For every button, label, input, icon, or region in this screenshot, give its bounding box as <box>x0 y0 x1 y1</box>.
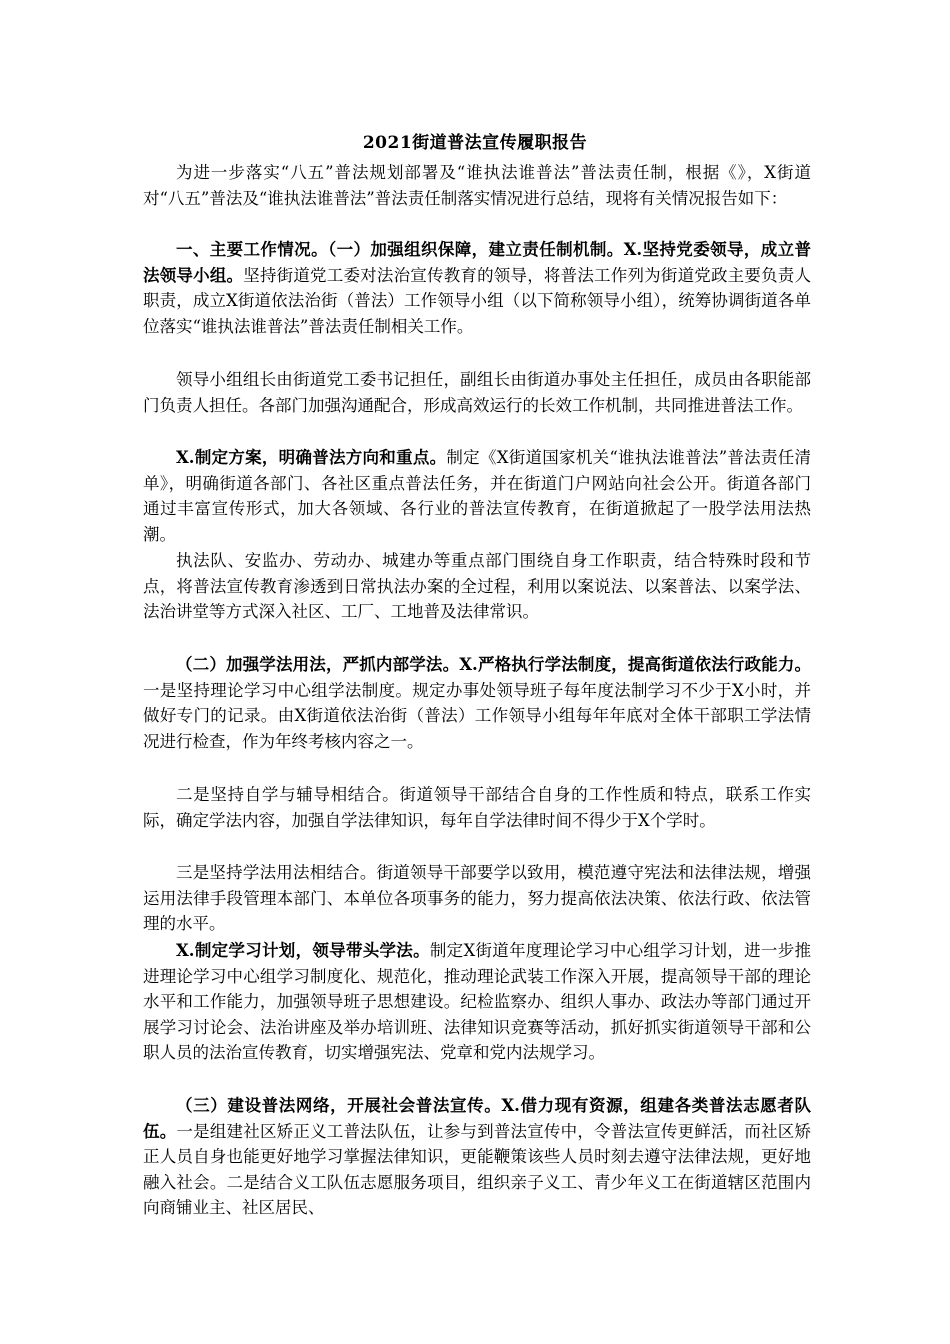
paragraph-body: 领导小组组长由街道党工委书记担任，副组长由街道办事处主任担任，成员由各职能部门负责人担任。各部门加强沟通配合，形成高效运行的长效工作机制，共同推进普法工作。 <box>143 370 811 415</box>
paragraph-section-3 <box>143 1093 811 1221</box>
paragraph-section-1 <box>143 237 811 339</box>
paragraph <box>143 938 811 1066</box>
paragraph-body: 制定X街道年度理论学习中心组学习计划，进一步推进理论学习中心组学习制度化、规范化，推动理论武装工作深入开展，提高领导干部的理论水平和工作能力，加强领导班子思想建设。纪检监察办、组织人事办、政法办等部门通过开展学习讨论会、法治讲座及举办培训班、法律知识竞赛等活动，抓好抓实街道领导干部和公职人员的法治宣传教育，切实增强宪法、党章和党内法规学习。 <box>143 941 812 1062</box>
paragraph-body: 执法队、安监办、劳动办、城建办等重点部门围绕自身工作职责，结合特殊时段和节点，将普法宣传教育渗透到日常执法办案的全过程，利用以案说法、以案普法、以案学法、法治讲堂等方式深入社区、工厂、工地普及法律常识。 <box>143 551 811 621</box>
paragraph-body: 坚持街道党工委对法治宣传教育的领导，将普法工作列为街道党政主要负责人职责，成立X街道依法治街（普法）工作领导小组（以下简称领导小组），统筹协调街道各单位落实“谁执法谁普法”普法责任制相关工作。 <box>143 265 812 336</box>
paragraph-body: 二是坚持自学与辅导相结合。街道领导干部结合自身的工作性质和特点，联系工作实际，确定学法内容，加强自学法律知识，每年自学法律时间不得少于X个学时。 <box>143 785 811 830</box>
paragraph-lead: （二）加强学法用法，严抓内部学法。X.严格执行学法制度，提高街道依法行政能力。 <box>176 655 811 674</box>
paragraph-lead: X.制定学习计划，领导带头学法。 <box>176 941 430 960</box>
paragraph-section-2 <box>143 652 811 754</box>
paragraph <box>143 367 811 418</box>
paragraph-body: 制定《X街道国家机关“谁执法谁普法”普法责任清单》，明确街道各部门、各社区重点普法任务，并在街道门户网站向社会公开。街道各部门通过丰富宣传形式，加大各领域、各行业的普法宣传教育，在街道掀起了一股学法用法热潮。 <box>143 448 812 544</box>
paragraph <box>143 860 811 937</box>
paragraph <box>143 548 811 625</box>
paragraph-lead: 一、主要工作情况。（一）加强组织保障，建立责任制机制。X.坚持党委领导，成立普法领导小组。 <box>143 240 811 285</box>
paragraph-lead: （三）建设普法网络，开展社会普法宣传。X.借力现有资源，组建各类普法志愿者队伍。 <box>143 1096 811 1141</box>
paragraph <box>143 782 811 833</box>
paragraph-intro <box>143 160 811 211</box>
paragraph-lead: X.制定方案，明确普法方向和重点。 <box>176 448 447 467</box>
paragraph-body: 为进一步落实“八五”普法规划部署及“谁执法谁普法”普法责任制，根据《》，X街道对“八五”普法及“谁执法谁普法”普法责任制落实情况进行总结，现将有关情况报告如下： <box>143 163 811 208</box>
document-title: 2021街道普法宣传履职报告 <box>362 133 588 153</box>
paragraph-body: 一是坚持理论学习中心组学法制度。规定办事处领导班子每年度法制学习不少于X小时，并做好专门的记录。由X街道依法治街（普法）工作领导小组每年年底对全体干部职工学法情况进行检查，作为年终考核内容之一。 <box>143 680 811 751</box>
paragraph-body: 三是坚持学法用法相结合。街道领导干部要学以致用，模范遵守宪法和法律法规，增强运用法律手段管理本部门、本单位各项事务的能力，努力提高依法决策、依法行政、依法管理的水平。 <box>143 863 811 933</box>
paragraph <box>143 445 811 547</box>
paragraph-body: 一是组建社区矫正义工普法队伍，让参与到普法宣传中，令普法宣传更鲜活，而社区矫正人员自身也能更好地学习掌握法律知识，更能鞭策该些人员时刻去遵守法律法规，更好地融入社会。二是结合义工队伍志愿服务项目，组织亲子义工、青少年义工在街道辖区范围内向商铺业主、社区居民、 <box>143 1121 812 1217</box>
